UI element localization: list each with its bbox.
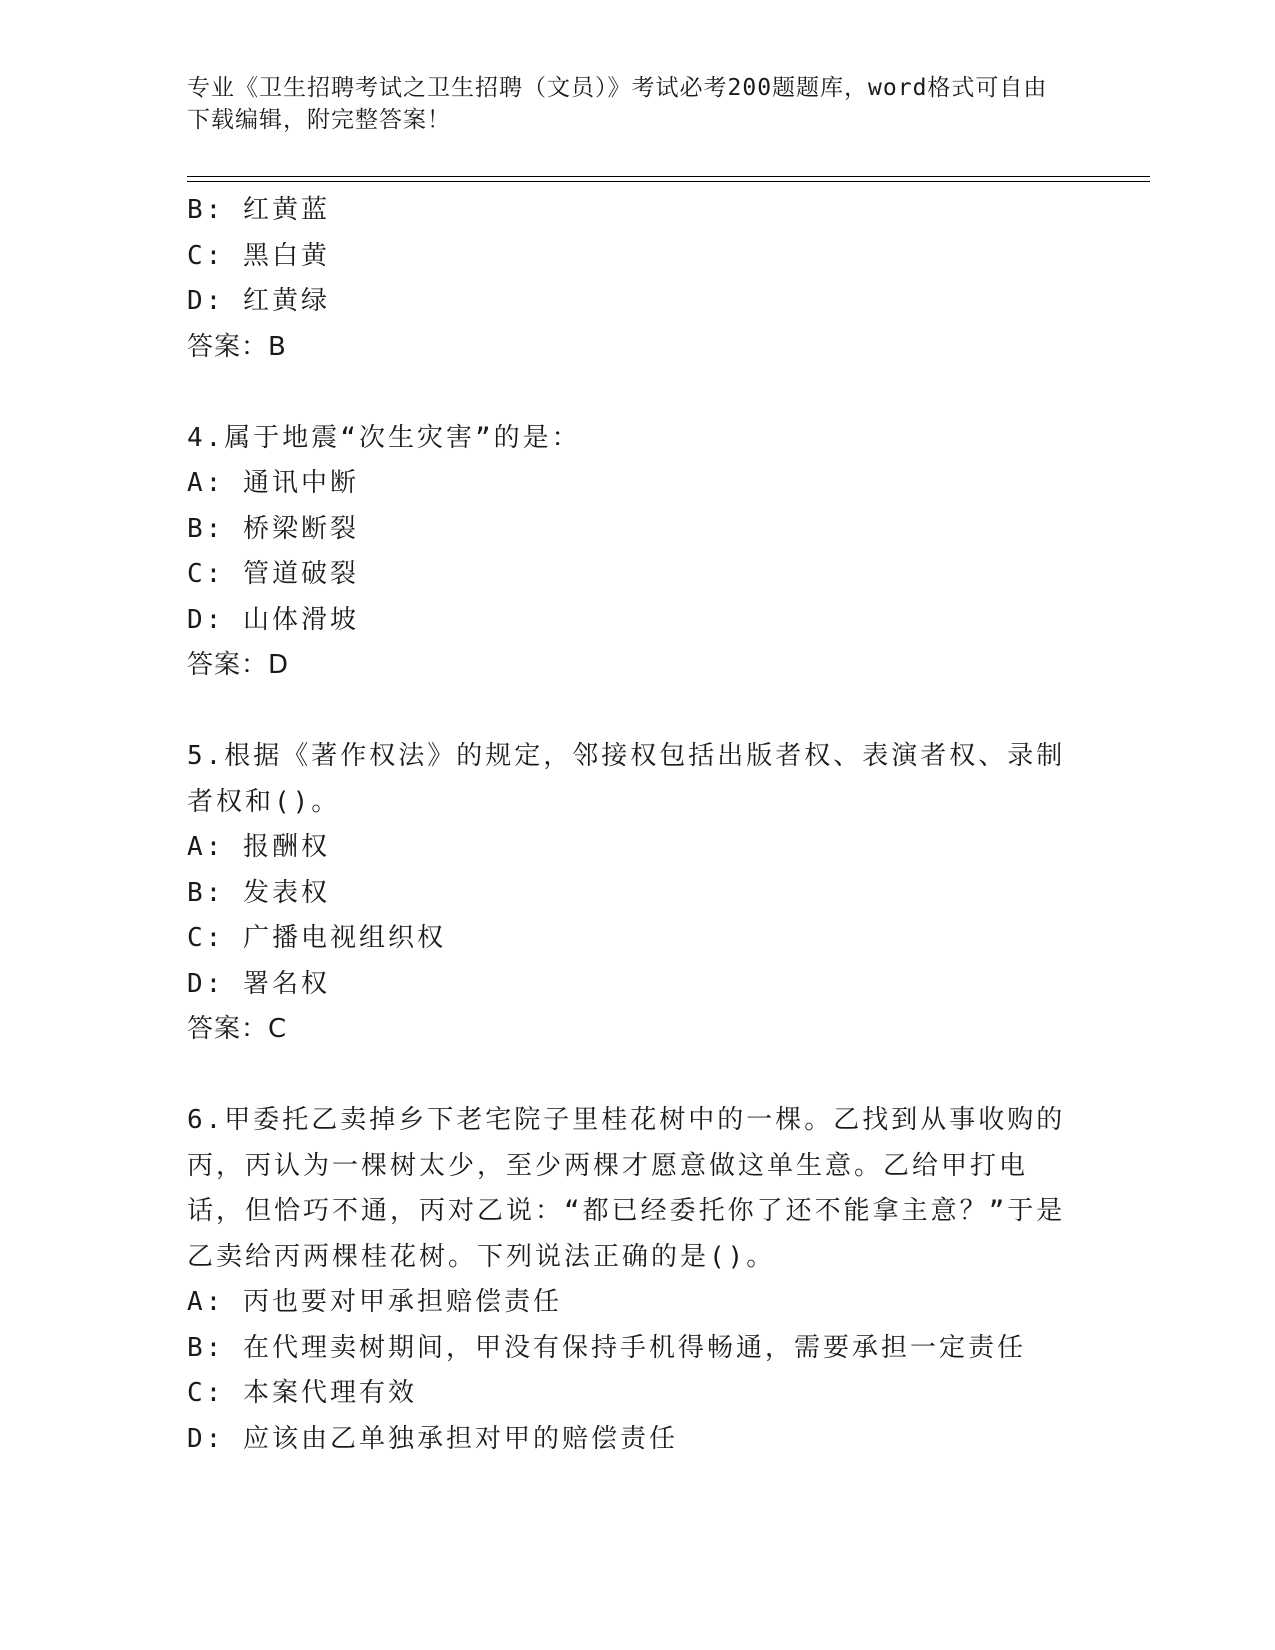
- option-line: D: 署名权: [187, 968, 330, 999]
- option-line: C: 黑白黄: [187, 240, 330, 271]
- document-header: 专业《卫生招聘考试之卫生招聘（文员）》考试必考200题题库，word格式可自由下载编辑，附完整答案！: [187, 75, 1048, 133]
- option-line: C: 广播电视组织权: [187, 923, 446, 953]
- question-stem: 5.根据《著作权法》的规定，邻接权包括出版者权、表演者权、录制者权和()。: [187, 741, 1066, 817]
- question-stem: 6.甲委托乙卖掉乡下老宅院子里桂花树中的一棵。乙找到从事收购的丙，丙认为一棵树太少，至少两棵才愿意做这单生意。乙给甲打电话，但恰巧不通，丙对乙说：“都已经委托你了还不能拿主意？”于是乙卖给丙两棵桂花树。下列说法正确的是()。: [187, 1105, 1066, 1272]
- option-line: A: 通讯中断: [187, 468, 359, 498]
- option-line: B: 在代理卖树期间，甲没有保持手机得畅通，需要承担一定责任: [187, 1332, 1026, 1363]
- option-line: B: 红黄蓝: [187, 195, 330, 225]
- question-content: [187, 188, 1087, 1462]
- answer-line: 答案：B: [187, 331, 287, 362]
- option-line: B: 桥梁断裂: [187, 513, 359, 544]
- header-rule-top: [187, 176, 1150, 177]
- spacer: [187, 370, 1087, 416]
- spacer: [187, 689, 1087, 735]
- option-line: D: 红黄绿: [187, 286, 330, 316]
- option-line: A: 丙也要对甲承担赔偿责任: [187, 1287, 562, 1317]
- spacer: [187, 1053, 1087, 1099]
- option-line: B: 发表权: [187, 877, 330, 908]
- option-line: C: 管道破裂: [187, 559, 359, 589]
- option-line: C: 本案代理有效: [187, 1378, 417, 1408]
- option-line: D: 应该由乙单独承担对甲的赔偿责任: [187, 1423, 678, 1454]
- answer-line: 答案：C: [187, 1014, 288, 1044]
- option-line: D: 山体滑坡: [187, 604, 359, 635]
- question-stem: 4.属于地震“次生灾害”的是：: [187, 422, 581, 453]
- header-rule-bottom: [187, 181, 1150, 182]
- option-line: A: 报酬权: [187, 832, 330, 862]
- answer-line: 答案：D: [187, 650, 290, 680]
